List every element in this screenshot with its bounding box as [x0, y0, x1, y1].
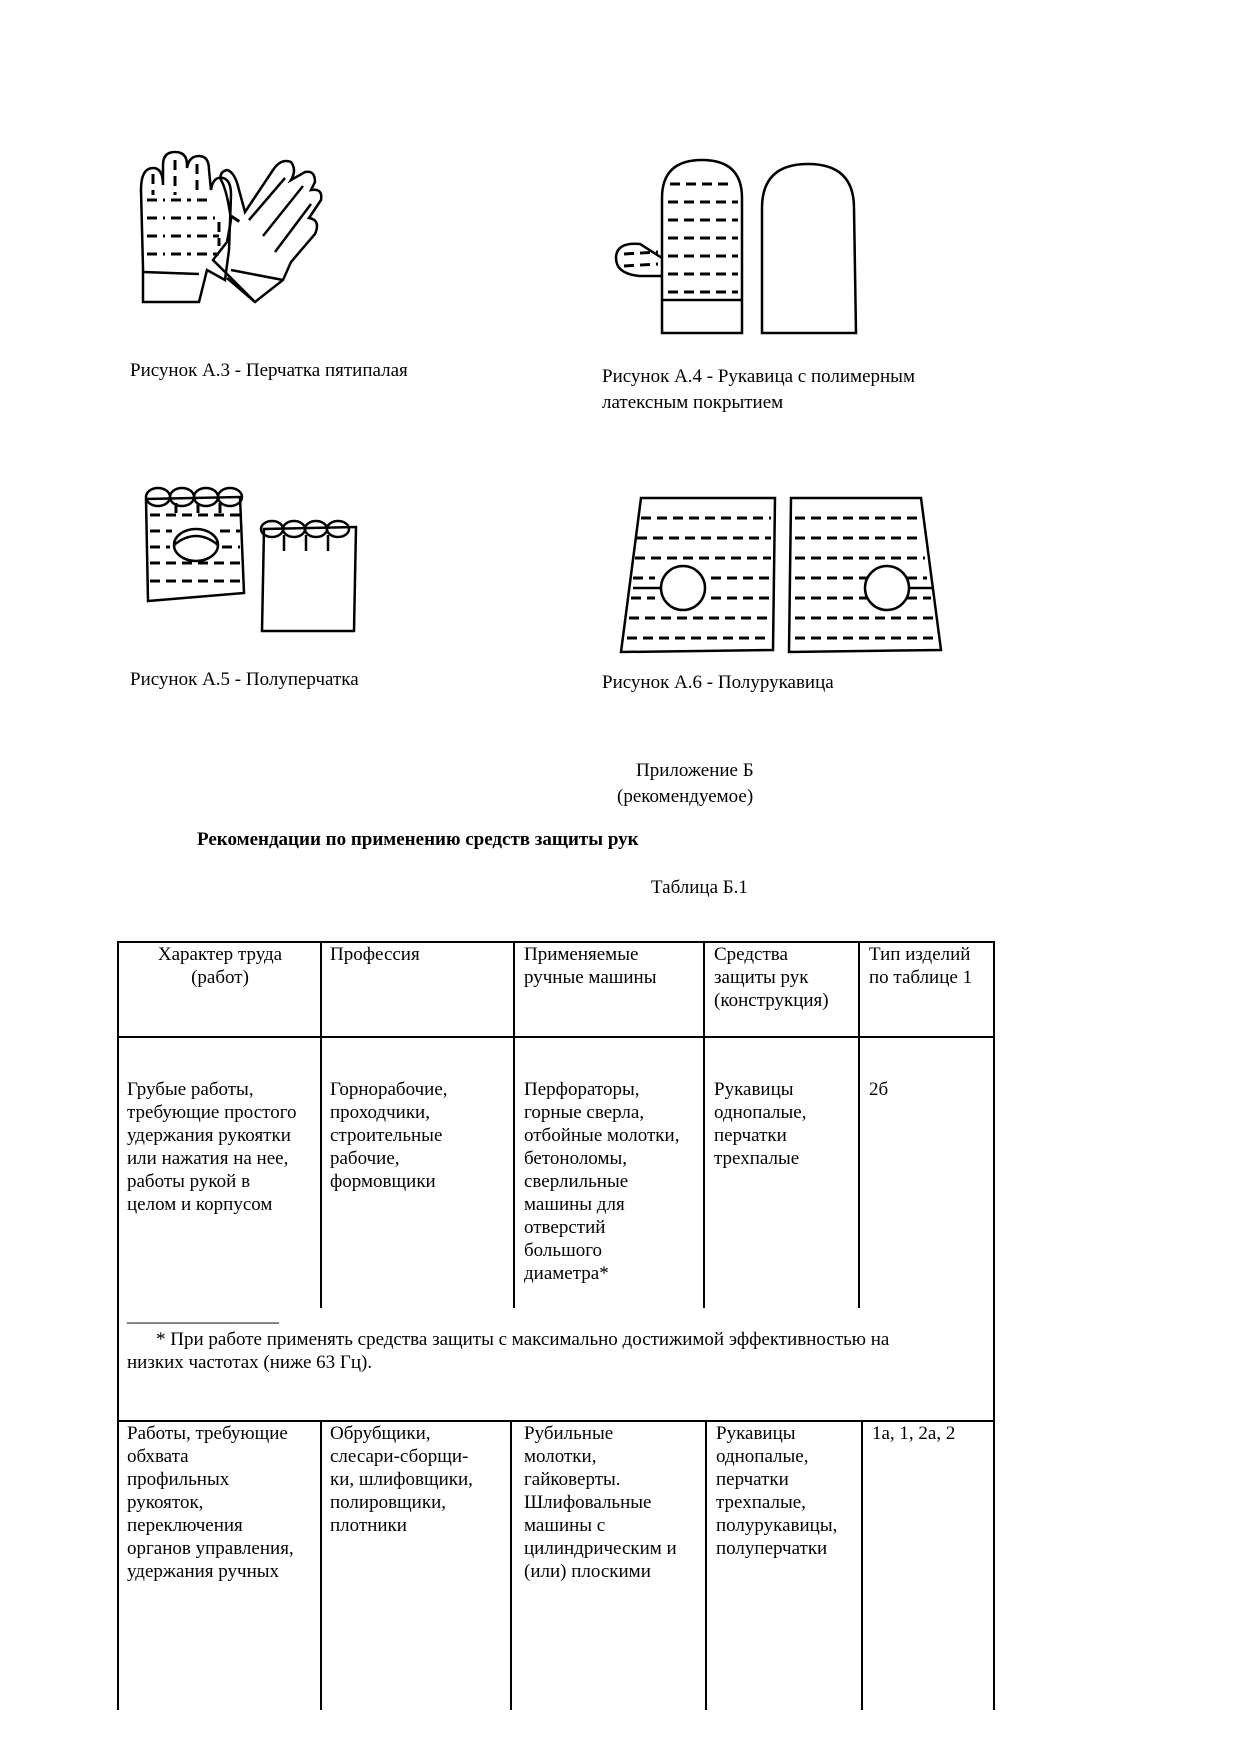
table-row-2-work-type: Работы, требующие обхвата профильных рукояток, переключения органов управления, удержания ручных	[127, 1423, 294, 1582]
latex-mitten-illustration	[612, 158, 862, 338]
table-row-2-protection: Рукавицы однопалые, перчатки трехпалые, полурукавицы, полуперчатки	[716, 1423, 838, 1559]
table-label: Таблица Б.1	[651, 877, 748, 898]
header-protection-means: Средства защиты рук (конструкция)	[714, 944, 829, 1011]
table-row-1-profession: Горнорабочие, проходчики, строительные рабочие, формовщики	[330, 1079, 448, 1192]
figure-a4-caption-line2: латексным покрытием	[602, 392, 784, 413]
table-row-2-type: 1а, 1, 2а, 2	[872, 1423, 956, 1444]
table-row-1-protection: Рукавицы однопалые, перчатки трехпалые	[714, 1079, 807, 1169]
footnote-text-line1: * При работе применять средства защиты с максимально достижимой эффективностью на	[156, 1329, 890, 1350]
table-row-1-machines: Перфораторы, горные сверла, отбойные молотки, бетоноломы, сверлильные машины для отверстий большого диаметра*	[524, 1079, 680, 1284]
footnote-text-line2: низких частотах (ниже 63 Гц).	[127, 1352, 373, 1373]
half-glove-illustration	[140, 483, 360, 633]
appendix-subtitle: (рекомендуемое)	[617, 786, 754, 807]
appendix-heading: Рекомендации по применению средств защиты рук	[197, 829, 639, 850]
figure-a4-caption-line1: Рисунок А.4 - Рукавица с полимерным	[602, 366, 915, 387]
header-work-type: Характер труда (работ)	[157, 944, 283, 988]
header-profession: Профессия	[330, 944, 420, 965]
table-row-1-type: 2б	[869, 1079, 889, 1100]
table-row-2-machines: Рубильные молотки, гайковерты. Шлифовальные машины с цилиндрическим и (или) плоскими	[524, 1423, 677, 1582]
header-product-type: Тип изделий по таблице 1	[869, 944, 973, 988]
appendix-title: Приложение Б	[636, 760, 754, 781]
figure-a5-caption: Рисунок А.5 - Полуперчатка	[130, 669, 359, 690]
table-row-2-profession: Обрубщики, слесари-сборщи- ки, шлифовщики, полировщики, плотники	[330, 1423, 473, 1536]
figure-a6-caption: Рисунок А.6 - Полурукавица	[602, 672, 834, 693]
footnote-rule: ________________	[127, 1305, 279, 1326]
five-finger-glove-illustration	[135, 150, 335, 310]
table-row-1-work-type: Грубые работы, требующие простого удержания рукоятки или нажатия на нее, работы рукой в целом и корпусом	[127, 1079, 297, 1215]
header-hand-machines: Применяемые ручные машины	[524, 944, 657, 988]
figure-a3-caption: Рисунок А.3 - Перчатка пятипалая	[130, 360, 408, 381]
half-mitten-illustration	[615, 490, 945, 660]
